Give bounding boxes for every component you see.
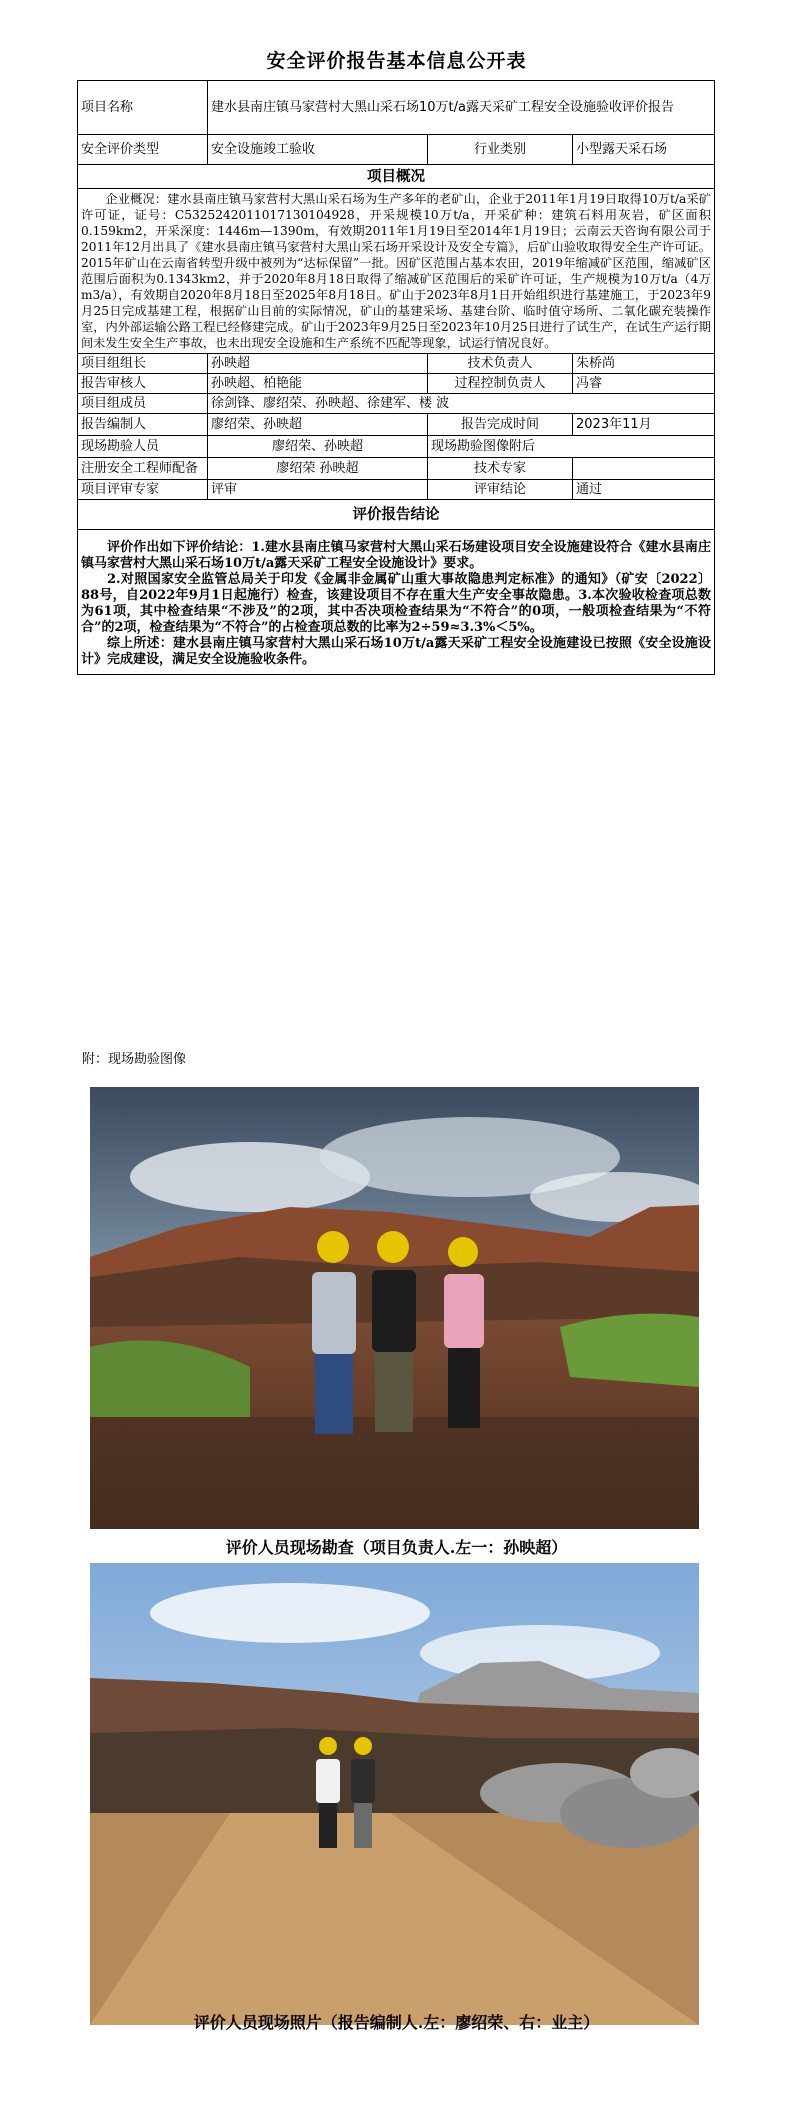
attachment-label: 附：现场勘验图像 [82, 1052, 187, 1067]
conclusion-body [78, 530, 715, 675]
tech-expert-label: 技术专家 [428, 458, 573, 480]
process-lead-value: 冯睿 [573, 374, 715, 394]
members-label: 项目组成员 [78, 394, 208, 414]
tech-lead-label: 技术负责人 [428, 354, 573, 374]
site-inspection-photo-1 [90, 1087, 699, 1529]
project-name-label: 项目名称 [78, 81, 208, 135]
author-value: 廖绍荣、孙映超 [208, 414, 428, 436]
tech-expert-value [573, 458, 715, 480]
site-inspection-photo-2 [90, 1563, 699, 2025]
members-value: 徐剑锋、廖绍荣、孙映超、徐建军、楼 波 [208, 394, 715, 414]
review-conclusion-value: 通过 [573, 480, 715, 500]
overview-text: 企业概况：建水县南庄镇马家营村大黑山采石场为生产多年的老矿山，企业于2011年1月19日取得10万t/a采矿许可证，证号：C5325242011017130104928，开采规模10万t/a，开采矿种：建筑石料用灰岩，矿区面积0.159km2，开采深度：1446m—1390m，有效期2011年1月19日至2014年1月19日；云南云天咨询有限公司于2011年12月出具了《建水县南庄镇马家营村大黑山采石场开采设计及安全专篇》，后矿山验收取得安全生产许可证。2015年矿山在云南省转型升级中被列为“达标保留”一批。因矿区范围占基本农田，2019年缩减矿区范围，缩减矿区范围后面积为0.1343km2，并于2020年8月18日取得了缩减矿区范围后的采矿许可证，生产规模为10万t/a（4万m3/a），有效期自2020年8月18日至2025年8月18日。矿山于2023年8月1日开始组织进行基建施工，于2023年9月25日完成基建工程，根据矿山目前的实际情况，矿山的基建采场、基建台阶、临时值守场所、二氧化碳充装操作室，内外部运输公路工程已经修建完成。矿山于2023年9月25日至2023年10月25日进行了试生产，在试生产运行期间未发生安全生产事故，也未出现安全设施和生产系统不匹配等现象，试运行情况良好。 [78, 189, 715, 354]
photo-2-image [90, 1563, 699, 2025]
tech-lead-value: 朱桥尚 [573, 354, 715, 374]
completion-label: 报告完成时间 [428, 414, 573, 436]
conclusion-heading: 评价报告结论 [78, 500, 715, 530]
conclusion-paragraph-3: 综上所述：建水县南庄镇马家营村大黑山采石场10万t/a露天采矿工程安全设施建设已按照《安全设施设计》完成建设，满足安全设施验收条件。 [81, 636, 711, 667]
industry-label: 行业类别 [428, 135, 573, 165]
site-staff-value: 廖绍荣、孙映超 [208, 436, 428, 458]
review-conclusion-label: 评审结论 [428, 480, 573, 500]
reviewer-value: 孙映超、柏艳能 [208, 374, 428, 394]
review-expert-value: 评审 [208, 480, 428, 500]
industry-value: 小型露天采石场 [573, 135, 715, 165]
author-label: 报告编制人 [78, 414, 208, 436]
eval-type-value: 安全设施竣工验收 [208, 135, 428, 165]
engineers-value: 廖绍荣 孙映超 [208, 458, 428, 480]
completion-value: 2023年11月 [573, 414, 715, 436]
site-staff-label: 现场勘验人员 [78, 436, 208, 458]
document-title: 安全评价报告基本信息公开表 [266, 50, 527, 72]
review-expert-label: 项目评审专家 [78, 480, 208, 500]
eval-type-label: 安全评价类型 [78, 135, 208, 165]
team-leader-value: 孙映超 [208, 354, 428, 374]
photo-2-caption: 评价人员现场照片（报告编制人.左：廖绍荣、右：业主） [193, 2013, 600, 2032]
team-leader-label: 项目组组长 [78, 354, 208, 374]
overview-heading: 项目概况 [78, 165, 715, 189]
engineers-label: 注册安全工程师配备 [78, 458, 208, 480]
process-lead-label: 过程控制负责人 [428, 374, 573, 394]
site-images-label: 现场勘验图像附后 [428, 436, 715, 458]
photo-1-caption: 评价人员现场勘查（项目负责人.左一：孙映超） [225, 1538, 568, 1557]
reviewer-label: 报告审核人 [78, 374, 208, 394]
project-name-value: 建水县南庄镇马家营村大黑山采石场10万t/a露天采矿工程安全设施验收评价报告 [208, 81, 715, 135]
conclusion-paragraph-1: 评价作出如下评价结论：1.建水县南庄镇马家营村大黑山采石场建设项目安全设施建设符合《建水县南庄镇马家营村大黑山采石场10万t/a露天采矿工程安全设施设计》要求。 [81, 540, 711, 571]
conclusion-paragraph-2: 2.对照国家安全监管总局关于印发《金属非金属矿山重大事故隐患判定标准》的通知》（矿安〔2022〕88号，自2022年9月1日起施行）检查，该建设项目不存在重大生产安全事故隐患。3.本次验收检查项总数为61项，其中检查结果“不涉及”的2项，其中否决项检查结果为“不符合”的0项，一般项检查结果为“不符合”的2项，检查结果为“不符合”的占检查项总数的比率为2÷59≈3.3%＜5%。 [81, 572, 711, 635]
photo-1-image [90, 1087, 699, 1529]
info-table [77, 80, 715, 675]
